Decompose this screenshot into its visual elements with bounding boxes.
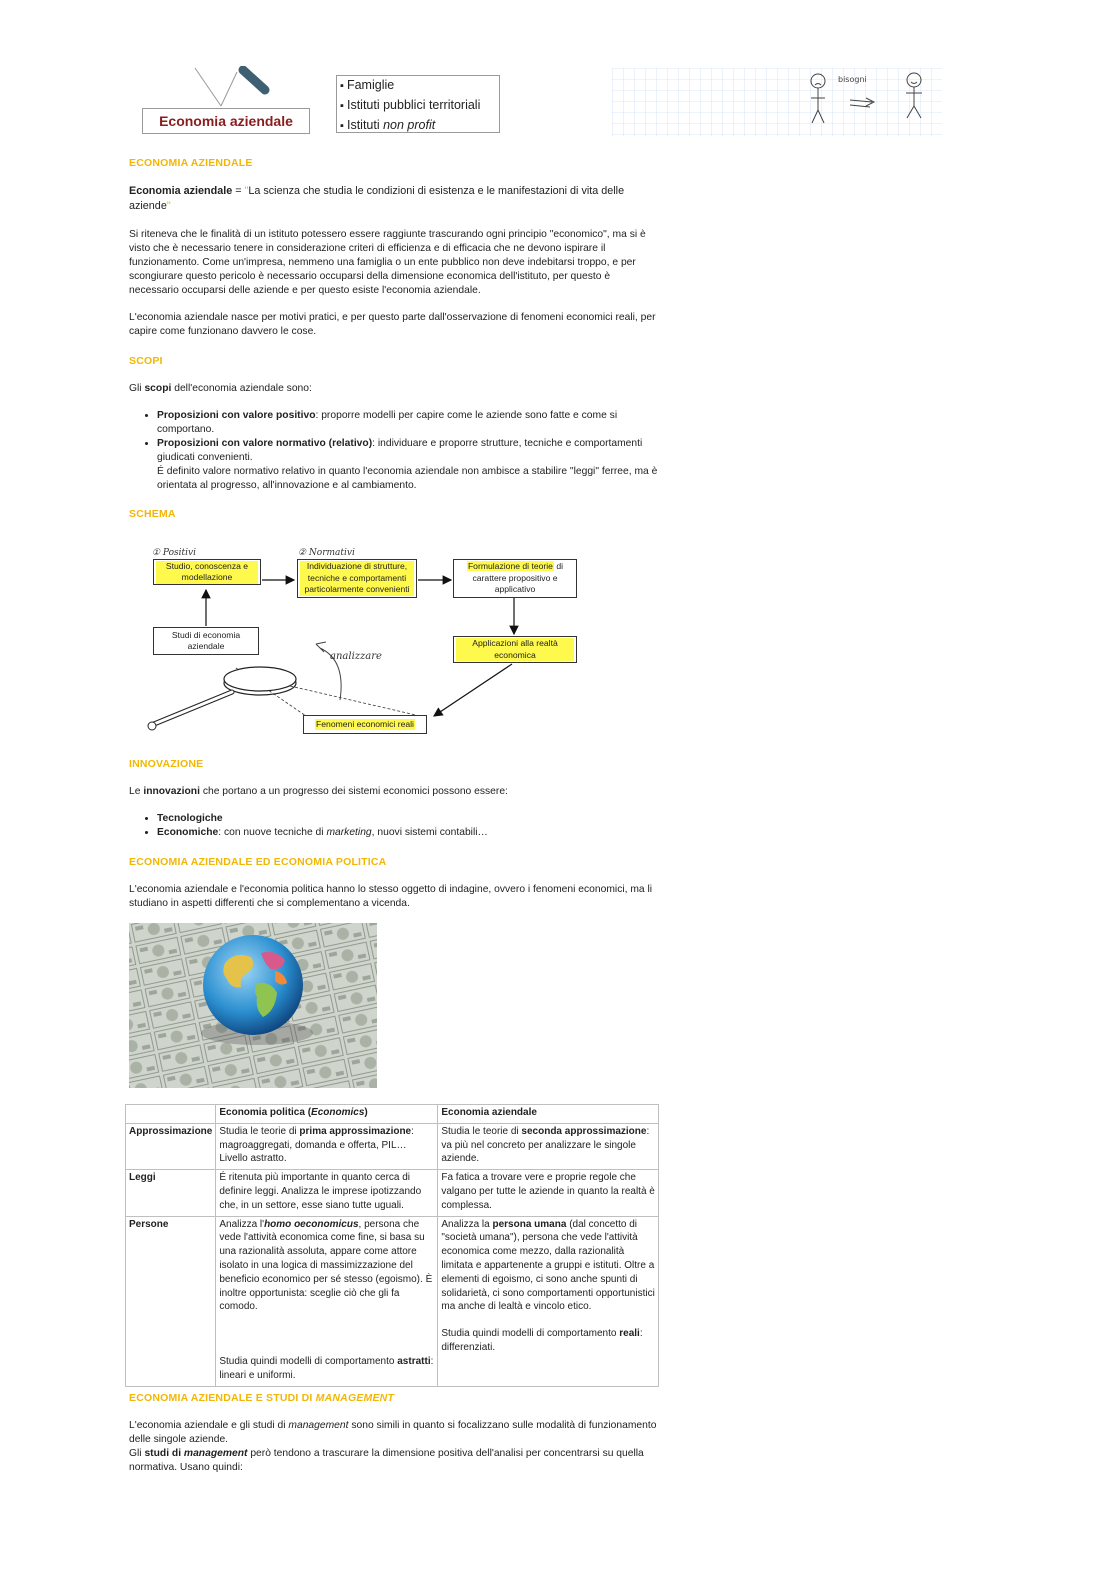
diagram-note: ② Normativi	[298, 548, 355, 558]
row-header: Persone	[126, 1216, 216, 1386]
table-cell	[126, 1105, 216, 1124]
table-cell: Studia le teorie di prima approssimazione: magroaggregati, domanda e offerta, PIL… Livello astratto.	[216, 1123, 438, 1169]
sketch-label: bisogni	[838, 75, 867, 84]
table-header-row	[126, 1105, 659, 1124]
innovazioni-list	[129, 812, 661, 840]
box-fenomeni: Fenomeni economici reali	[303, 715, 427, 734]
box-studio: Studio, conoscenza e modellazione	[153, 559, 261, 585]
table-header-cell: Economia aziendale	[438, 1105, 659, 1124]
table-row	[126, 1170, 659, 1216]
table-row	[126, 1216, 659, 1386]
scopi-list	[129, 409, 661, 493]
section-heading: ECONOMIA AZIENDALE E STUDI DI MANAGEMENT	[129, 1392, 395, 1404]
box-formulazione: Formulazione di teorie di carattere propositivo e applicativo	[453, 559, 577, 598]
diagram-note: ① Positivi	[152, 548, 196, 558]
row-header: Leggi	[126, 1170, 216, 1216]
table-row	[126, 1123, 659, 1169]
section-heading: ECONOMIA AZIENDALE ED ECONOMIA POLITICA	[129, 856, 387, 868]
list-item: ▪ Istituti non profit	[340, 116, 499, 136]
table-cell: Fa fatica a trovare vere e proprie regole che valgano per tutte le aziende in quanto la realtà è complessa.	[438, 1170, 659, 1216]
paragraph: L'economia aziendale e gli studi di management sono simili in quanto si focalizzano sulle modalità di funzionamento delle singole aziende. Gli studi di management però tendono a trascurare la dimensione positiva dell'analisi per concentrarsi su quella normativa. Usano quindi:	[129, 1420, 657, 1473]
box-studi: Studi di economia aziendale	[153, 627, 259, 655]
paragraph: Le innovazioni che portano a un progresso dei sistemi economici possono essere:	[129, 786, 508, 797]
table-cell: Studia le teorie di seconda approssimazione: va più nel concreto per analizzare le singole aziende.	[438, 1123, 659, 1169]
section-heading: ECONOMIA AZIENDALE	[129, 157, 253, 169]
row-header: Approssimazione	[126, 1123, 216, 1169]
section-heading: INNOVAZIONE	[129, 758, 204, 770]
diagram-note: analizzare	[330, 651, 382, 662]
comparison-table	[125, 1104, 659, 1387]
section-heading: SCHEMA	[129, 508, 176, 520]
sketch-grid	[612, 68, 942, 136]
table-cell: Analizza la persona umana (dal concetto di "società umana"), persona che vede l'attività economica come mezzo, dalla razionalità limitata e appartenente a gruppi e istituti. Oltre a elementi di egoismo, ci sono anche spunti di solidarietà, ci sono comportamenti opportunistici ma anche di lealtà e vincolo etico. Studia quindi modelli di comportamento reali: differenziati.	[438, 1216, 659, 1386]
header-decoration	[185, 66, 275, 110]
list-item: ▪ Istituti pubblici territoriali	[340, 96, 499, 116]
globe-money-image	[129, 923, 377, 1088]
schema-diagram	[140, 540, 600, 740]
list-item: ▪ Famiglie	[340, 76, 499, 96]
list-item: • Economiche: con nuove tecniche di marketing, nuovi sistemi contabili…	[157, 826, 661, 840]
list-item: • Proposizioni con valore normativo (relativo): individuare e proporre strutture, tecniche e comportamenti giudicati convenienti. É definito valore normativo relativo in quanto l'economia aziendale non ambisce a stabilire "leggi" ferree, ma è orientata al progresso, all'innovazione e al cambiamento.	[157, 437, 661, 493]
definition: Economia aziendale = "La scienza che studia le condizioni di esistenza e le manifestazioni di vita delle aziende"	[129, 185, 625, 212]
paragraph: Gli scopi dell'economia aziendale sono:	[129, 383, 312, 394]
page-title-box: Economia aziendale	[142, 108, 310, 134]
table-header-cell: Economia politica (Economics)	[216, 1105, 438, 1124]
paragraph: L'economia aziendale nasce per motivi pratici, e per questo parte dall'osservazione di fenomeni economici reali, per capire come funzionano davvero le cose.	[129, 312, 656, 337]
section-heading: SCOPI	[129, 355, 163, 367]
istituti-list	[336, 75, 500, 133]
table-cell: É ritenuta più importante in quanto cerca di definire leggi. Analizza le imprese ipotizzando che, in un settore, esse siano tutte uguali.	[216, 1170, 438, 1216]
list-item: • Proposizioni con valore positivo: proporre modelli per capire come le aziende sono fatte e come si comportano.	[157, 409, 661, 437]
table-cell: Analizza l'homo oeconomicus, persona che vede l'attività economica come fine, si basa su una razionalità assoluta, appare come attore isolato in una logica di massimizzazione del beneficio economico per sé stesso (egoismo). È inoltre opportunista: sceglie ciò che gli fa comodo. Studia quindi modelli di comportamento astratti: lineari e uniformi.	[216, 1216, 438, 1386]
box-individuazione: Individuazione di strutture, tecniche e comportamenti particolarmente convenienti	[297, 559, 417, 598]
box-applicazioni: Applicazioni alla realtà economica	[453, 636, 577, 663]
magnifier-icon	[148, 667, 296, 730]
paragraph: L'economia aziendale e l'economia politica hanno lo stesso oggetto di indagine, ovvero i fenomeni economici, ma li studiano in aspetti differenti che si complementano a vicenda.	[129, 884, 653, 909]
paragraph: Si riteneva che le finalità di un istituto potessero essere raggiunte trascurando ogni principio "economico", ma si è visto che è necessario tenere in considerazione criteri di efficienza e di efficacia che ne devono ispirare il funzionamento. Come un'impresa, nemmeno una famiglia o un ente pubblico non deve indebitarsi troppo, e per scongiurare questo pericolo è necessario occuparsi della dimensione economica dell'istituto, per questo è necessario occuparsi delle aziende e per questo esiste l'economia aziendale.	[129, 229, 646, 296]
list-item: • Tecnologiche	[157, 812, 661, 826]
